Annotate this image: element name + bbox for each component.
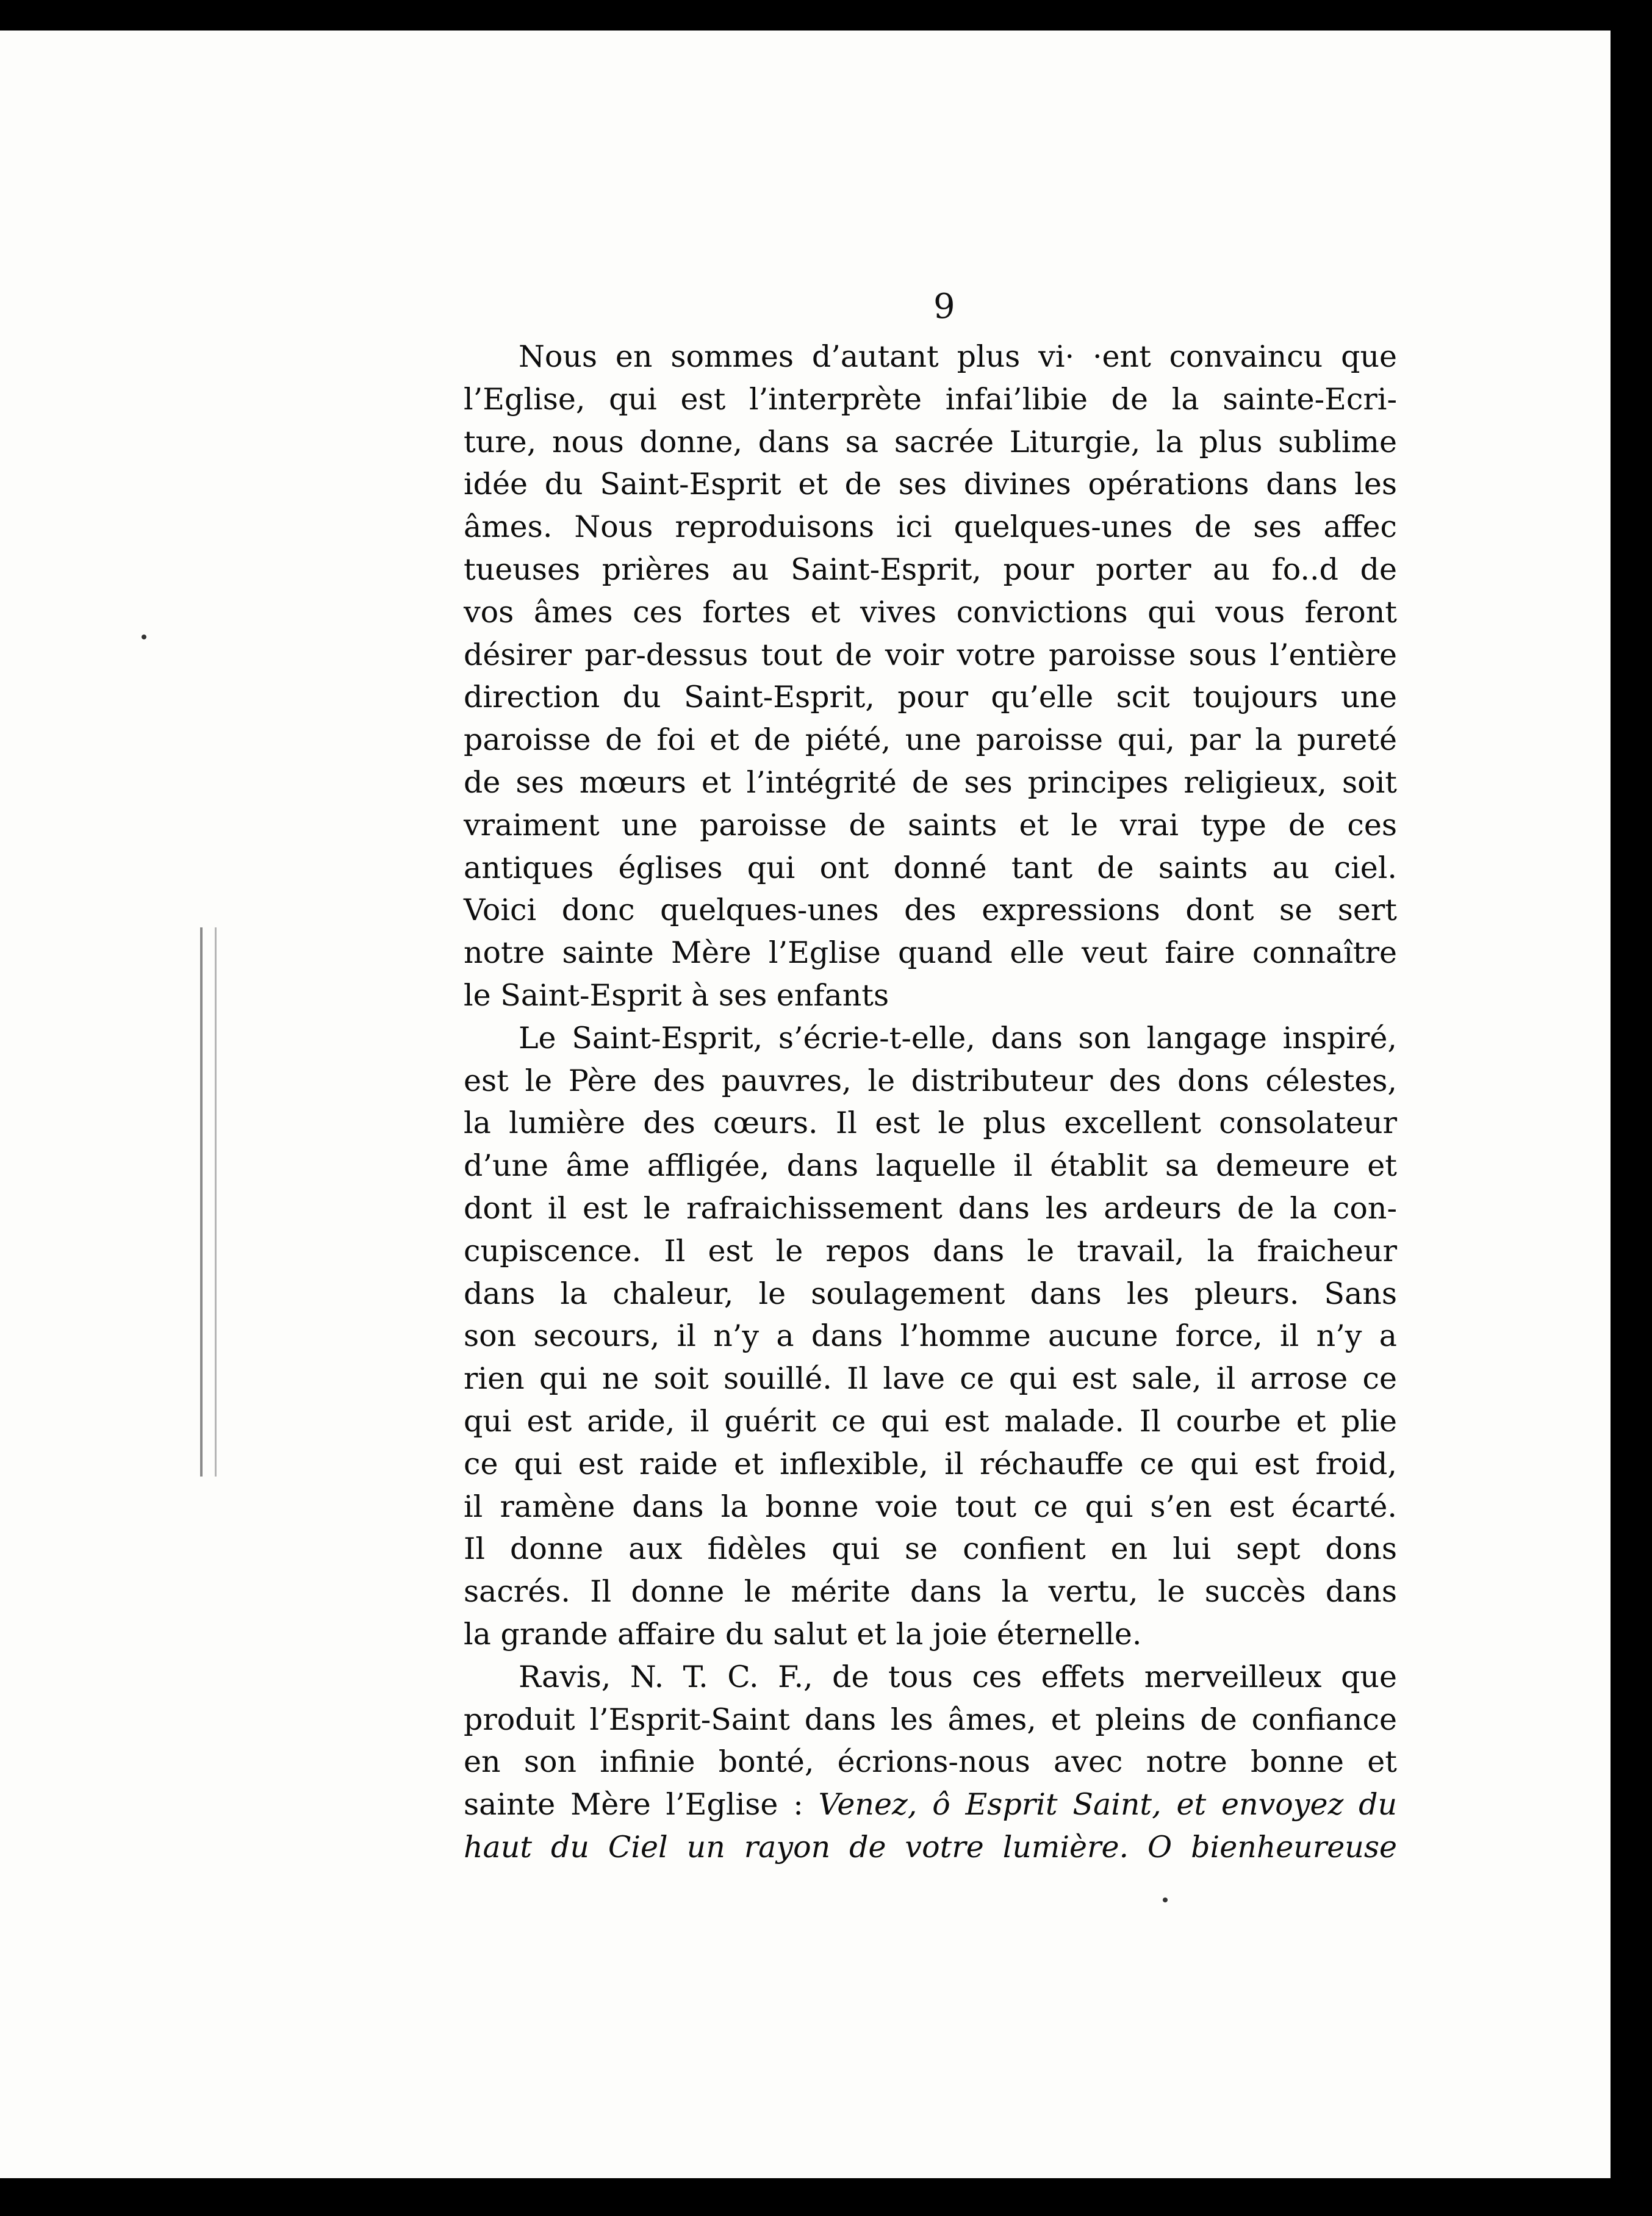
text-line-content: Voici donc quelques-unes des expressions dont se sert — [464, 893, 1397, 928]
text-line — [464, 463, 1397, 506]
text-line — [464, 974, 1397, 1017]
text-line — [464, 1400, 1397, 1443]
text-line — [464, 889, 1397, 932]
text-line — [464, 1060, 1397, 1103]
text-line-content: le Saint-Esprit à ses enfants — [464, 977, 889, 1013]
text-line-content: Il donne aux fidèles qui se confient en lui sept dons — [464, 1531, 1397, 1567]
text-line — [464, 1443, 1397, 1486]
text-line — [464, 719, 1397, 761]
text-line — [464, 1783, 1397, 1826]
text-line-content: de ses mœurs et l’intégrité de ses principes religieux, soit — [464, 764, 1397, 800]
text-line-content: d’une âme affligée, dans laquelle il établit sa demeure et — [464, 1148, 1397, 1184]
text-line — [464, 1656, 1397, 1699]
body-text — [464, 336, 1397, 1869]
text-line-content: tueuses prières au Saint-Esprit, pour porter au fo..d de — [464, 552, 1397, 587]
text-line-content: idée du Saint-Esprit et de ses divines opérations dans les — [464, 467, 1397, 502]
page-number: 9 — [933, 287, 955, 326]
margin-speck — [142, 635, 146, 639]
text-line — [464, 1486, 1397, 1528]
text-line — [464, 336, 1397, 378]
text-line-italic: Venez, ô Esprit Saint, et envoyez du — [818, 1787, 1398, 1822]
text-line-content: paroisse de foi et de piété, une paroisse qui, par la pureté — [464, 722, 1397, 758]
text-line — [464, 1187, 1397, 1230]
text-line-content: Le Saint-Esprit, s’écrie-t-elle, dans son langage inspiré, — [519, 1020, 1397, 1056]
text-line-content: la grande affaire du salut et la joie éternelle. — [464, 1616, 1142, 1652]
text-line-content: en son infinie bonté, écrions-nous avec notre bonne et — [464, 1744, 1397, 1780]
text-line-content: son secours, il n’y a dans l’homme aucune force, il n’y a — [464, 1318, 1397, 1354]
text-line-content: l’Eglise, qui est l’interprète infai’libie de la sainte-Ecri- — [464, 381, 1397, 417]
text-line — [464, 1613, 1397, 1656]
text-line — [464, 1102, 1397, 1145]
text-line-content: antiques églises qui ont donné tant de saints au ciel. — [464, 850, 1397, 885]
text-line-content: vraiment une paroisse de saints et le vrai type de ces — [464, 807, 1397, 843]
margin-speck — [1163, 1898, 1168, 1902]
text-line-content: sainte Mère l’Eglise : — [464, 1787, 803, 1822]
text-line-content: haut du Ciel un rayon de votre lumière. O bienheureuse — [464, 1829, 1397, 1865]
text-line-content: âmes. Nous reproduisons ici quelques-unes de ses affec — [464, 509, 1397, 545]
text-line — [464, 549, 1397, 591]
text-line — [464, 634, 1397, 677]
text-line — [464, 1741, 1397, 1783]
text-line — [464, 804, 1397, 847]
text-line-content: est le Père des pauvres, le distributeur des dons célestes, — [464, 1063, 1397, 1098]
text-line-content: qui est aride, il guérit ce qui est malade. Il courbe et plie — [464, 1403, 1397, 1439]
text-line-content: sacrés. Il donne le mérite dans la vertu, le succès dans — [464, 1574, 1397, 1610]
text-line-content: Nous en sommes d’autant plus vi· ·ent convaincu que — [519, 339, 1397, 374]
text-line-content: cupiscence. Il est le repos dans le travail, la fraicheur — [464, 1233, 1397, 1268]
text-line-content: notre sainte Mère l’Eglise quand elle veut faire connaître — [464, 935, 1397, 971]
text-line — [464, 676, 1397, 719]
text-line — [464, 1699, 1397, 1741]
text-line — [464, 591, 1397, 634]
text-line-content: désirer par-dessus tout de voir votre paroisse sous l’entière — [464, 637, 1397, 672]
text-line — [464, 1826, 1397, 1869]
text-line — [464, 1358, 1397, 1400]
text-line — [464, 1528, 1397, 1570]
text-line — [464, 761, 1397, 804]
text-line-content: dont il est le rafraichissement dans les ardeurs de la con- — [464, 1190, 1397, 1226]
text-line-content: il ramène dans la bonne voie tout ce qui s’en est écarté. — [464, 1489, 1397, 1524]
text-line-content: rien qui ne soit souillé. Il lave ce qui est sale, il arrose ce — [464, 1361, 1397, 1397]
text-line — [464, 506, 1397, 549]
text-line-content: dans la chaleur, le soulagement dans les pleurs. Sans — [464, 1276, 1397, 1311]
text-line — [464, 378, 1397, 421]
text-line — [464, 1230, 1397, 1273]
text-line — [464, 932, 1397, 974]
text-line — [464, 1273, 1397, 1315]
text-line-content: direction du Saint-Esprit, pour qu’elle scit toujours une — [464, 680, 1397, 715]
text-line — [464, 1017, 1397, 1060]
text-line — [464, 1570, 1397, 1613]
text-line-content: la lumière des cœurs. Il est le plus excellent consolateur — [464, 1106, 1397, 1141]
margin-bracket-mark — [200, 927, 217, 1477]
text-line-content: Ravis, N. T. C. F., de tous ces effets merveilleux que — [519, 1659, 1397, 1694]
text-line — [464, 421, 1397, 464]
text-line-content: vos âmes ces fortes et vives convictions qui vous feront — [464, 594, 1397, 630]
scanned-page — [0, 31, 1611, 2178]
text-line-content: produit l’Esprit-Saint dans les âmes, et pleins de confiance — [464, 1702, 1397, 1737]
text-line — [464, 847, 1397, 890]
text-line — [464, 1315, 1397, 1358]
text-line-content: ture, nous donne, dans sa sacrée Liturgie, la plus sublime — [464, 424, 1397, 459]
text-line-content: ce qui est raide et inflexible, il réchauffe ce qui est froid, — [464, 1446, 1397, 1481]
text-line — [464, 1145, 1397, 1187]
